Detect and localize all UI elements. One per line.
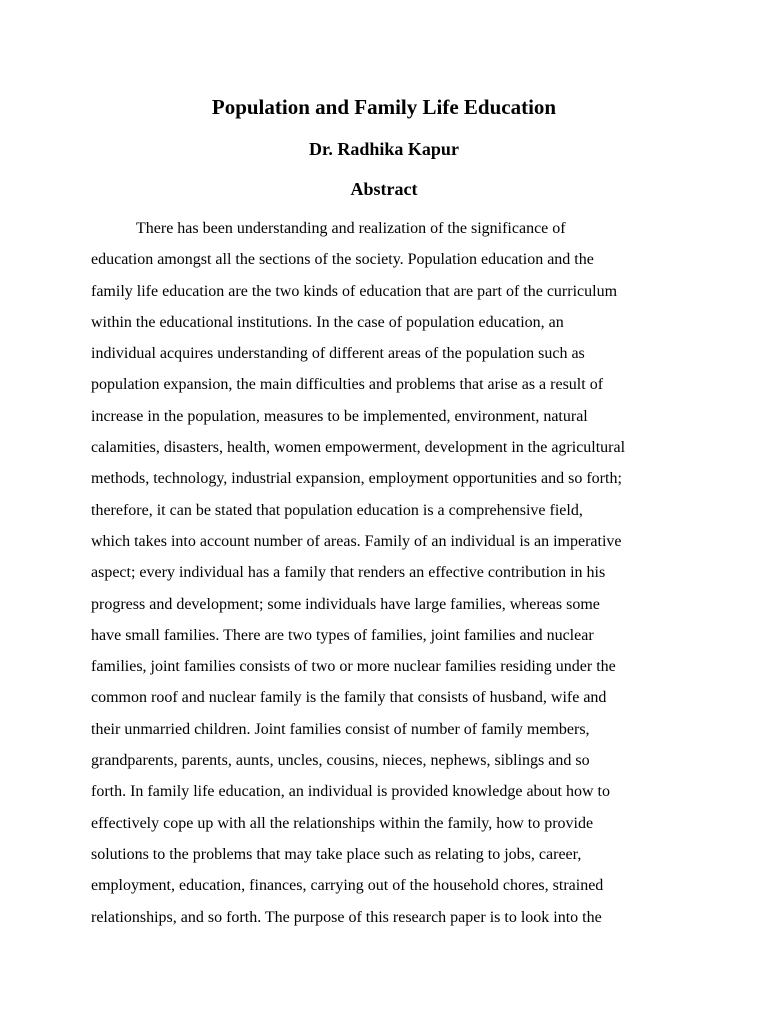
abstract-line: which takes into account number of areas. Family of an individual is an imperative xyxy=(91,532,622,550)
abstract-line: aspect; every individual has a family that renders an effective contribution in his xyxy=(91,564,606,582)
abstract-line: education amongst all the sections of the society. Population education and the xyxy=(91,251,594,269)
abstract-line: forth. In family life education, an individual is provided knowledge about how to xyxy=(91,783,610,801)
abstract-body xyxy=(91,216,691,936)
abstract-line: employment, education, finances, carrying out of the household chores, strained xyxy=(91,877,604,895)
abstract-line: therefore, it can be stated that population education is a comprehensive field, xyxy=(91,501,583,519)
abstract-line: relationships, and so forth. The purpose of this research paper is to look into the xyxy=(91,908,602,926)
abstract-line: individual acquires understanding of different areas of the population such as xyxy=(91,345,585,363)
author-name: Dr. Radhika Kapur xyxy=(309,139,459,159)
document-title: Population and Family Life Education xyxy=(211,95,557,119)
abstract-line: calamities, disasters, health, women empowerment, development in the agricultural xyxy=(91,439,626,457)
abstract-line: common roof and nuclear family is the family that consists of husband, wife and xyxy=(91,689,607,707)
abstract-line: population expansion, the main difficulties and problems that arise as a result of xyxy=(91,376,604,394)
abstract-line: solutions to the problems that may take place such as relating to jobs, career, xyxy=(91,845,582,863)
abstract-line: progress and development; some individuals have large families, whereas some xyxy=(91,595,600,613)
abstract-heading: Abstract xyxy=(350,179,418,199)
abstract-line: have small families. There are two types of families, joint families and nuclear xyxy=(91,626,594,644)
abstract-line: their unmarried children. Joint families consist of number of family members, xyxy=(91,720,590,738)
abstract-line: within the educational institutions. In the case of population education, an xyxy=(91,313,564,331)
abstract-line: families, joint families consists of two or more nuclear families residing under the xyxy=(91,658,616,676)
abstract-line: effectively cope up with all the relationships within the family, how to provide xyxy=(91,814,594,832)
abstract-line: methods, technology, industrial expansion, employment opportunities and so forth; xyxy=(91,470,622,488)
abstract-line: family life education are the two kinds of education that are part of the curriculum xyxy=(91,282,618,300)
abstract-line: increase in the population, measures to be implemented, environment, natural xyxy=(91,407,588,425)
abstract-line: There has been understanding and realization of the significance of xyxy=(136,220,566,237)
abstract-line: grandparents, parents, aunts, uncles, cousins, nieces, nephews, siblings and so xyxy=(91,752,590,770)
